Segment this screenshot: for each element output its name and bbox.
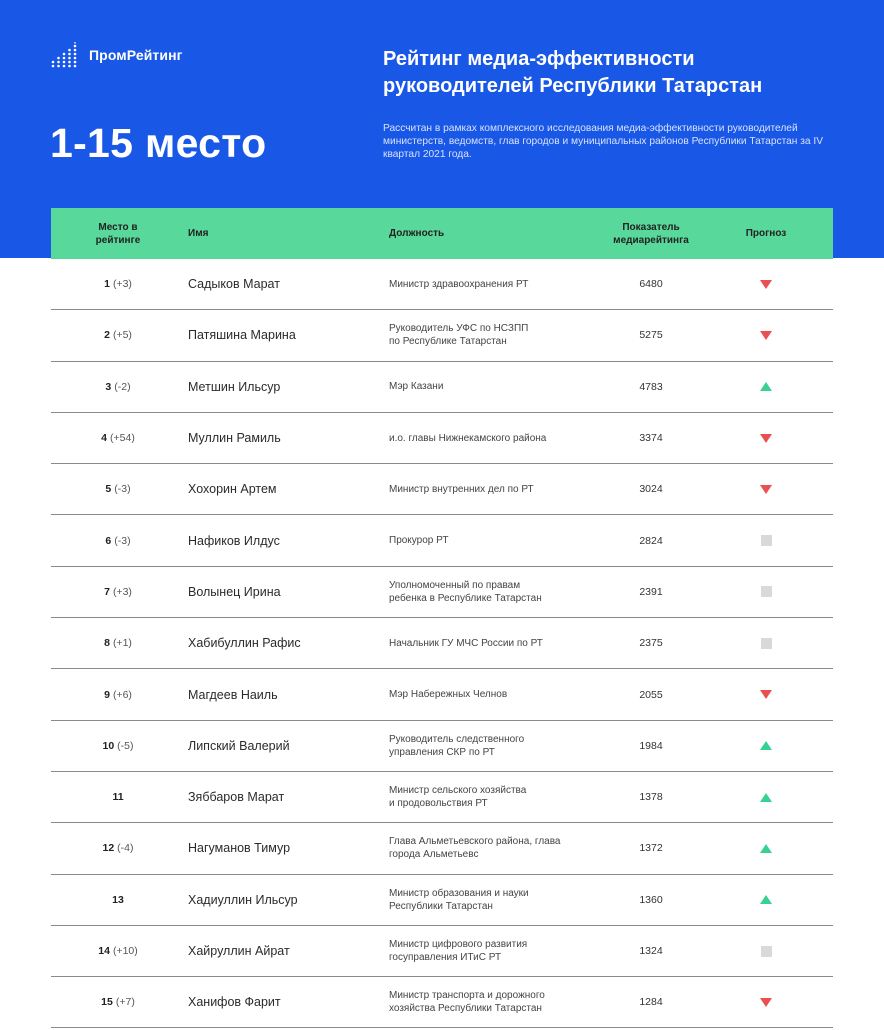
rank-cell	[51, 721, 185, 771]
table-row	[51, 772, 833, 823]
rank-cell	[51, 567, 185, 617]
position-cell	[389, 875, 609, 925]
trend-up-icon	[760, 793, 772, 802]
position-line-1: Прокурор РТ	[389, 535, 449, 547]
trend-down-icon	[760, 280, 772, 289]
rank-number: 13	[112, 893, 124, 906]
media-score: 1984	[639, 739, 663, 752]
rank-number: 9	[104, 688, 110, 701]
forecast-cell	[726, 362, 806, 412]
forecast-cell	[726, 977, 806, 1027]
rank-cell	[51, 669, 185, 719]
media-score: 4783	[639, 380, 663, 393]
brand-logo	[51, 42, 183, 68]
trend-neutral-icon	[761, 638, 772, 649]
rank-cell	[51, 772, 185, 822]
forecast-cell	[726, 413, 806, 463]
rank-change: (+3)	[112, 278, 132, 291]
position-line-1: Глава Альметьевского района, глава	[389, 836, 561, 848]
person-name: Нафиков Илдус	[188, 533, 280, 548]
rank-change: (-3)	[114, 483, 131, 496]
rank-number: 12	[102, 842, 115, 855]
rank-cell	[51, 464, 185, 514]
rank-number: 14	[98, 945, 110, 957]
position-line-2: госуправления ИТиС РТ	[389, 952, 502, 963]
header-score-line-2: медиарейтинга	[613, 234, 689, 246]
table-row	[51, 310, 833, 361]
header-score-line-1: Показатель	[622, 221, 680, 233]
position-line-2: и продовольствия РТ	[389, 798, 488, 810]
forecast-cell	[726, 772, 806, 822]
media-score: 1324	[639, 945, 663, 957]
rank-change: (-2)	[114, 380, 131, 393]
person-name: Магдеев Наиль	[188, 687, 278, 702]
position-line-1: Министр внутренних дел по РТ	[389, 483, 534, 495]
table-header-row	[51, 208, 833, 259]
rank-cell	[51, 977, 185, 1027]
forecast-cell	[726, 567, 806, 617]
trend-down-icon	[760, 434, 772, 443]
trend-down-icon	[760, 485, 772, 494]
rank-cell	[51, 823, 185, 873]
report-title-line-2: руководителей Республики Татарстан	[383, 75, 763, 97]
header-rank	[51, 208, 185, 259]
position-line-2: управления СКР по РТ	[389, 746, 495, 758]
position-cell	[389, 669, 609, 719]
media-score: 2824	[639, 534, 663, 547]
position-line-1: Мэр Казани	[389, 381, 444, 393]
forecast-cell	[726, 310, 806, 360]
media-score: 2391	[639, 585, 663, 598]
rank-change: (+10)	[112, 945, 138, 957]
position-line-2: Республики Татарстан	[389, 900, 493, 912]
trend-up-icon	[760, 382, 772, 391]
position-cell	[389, 515, 609, 565]
media-score: 3374	[639, 432, 663, 445]
trend-neutral-icon	[761, 535, 772, 546]
rank-cell	[51, 875, 185, 925]
position-line-1: и.о. главы Нижнекамского района	[389, 432, 547, 444]
rank-cell	[51, 362, 185, 412]
rank-change: (+1)	[112, 637, 132, 650]
forecast-cell	[726, 618, 806, 668]
trend-down-icon	[760, 331, 772, 340]
table-row	[51, 977, 833, 1028]
forecast-cell	[726, 721, 806, 771]
position-line-1: Начальник ГУ МЧС России по РТ	[389, 637, 543, 649]
rank-number: 3	[105, 380, 112, 393]
position-cell	[389, 721, 609, 771]
rank-change: (-3)	[114, 534, 131, 547]
rank-number: 4	[101, 432, 108, 445]
position-cell	[389, 823, 609, 873]
media-score: 1378	[639, 791, 663, 804]
position-cell	[389, 464, 609, 514]
table-body	[51, 259, 833, 1028]
trend-up-icon	[760, 895, 772, 904]
media-score: 1360	[639, 893, 663, 906]
rank-number: 8	[104, 637, 110, 650]
position-line-1: Руководитель УФС по НСЗПП	[389, 323, 529, 335]
rank-cell	[51, 413, 185, 463]
position-line-2: города Альметьевс	[389, 849, 479, 861]
report-description: Рассчитан в рамках комплексного исследования медиа-эффективности руководителей министерств, ведомств, глав городов и муниципальных районов Республики Татарстан за IV квартал 2021 года.	[383, 123, 824, 160]
page-title: 1-15 место	[50, 120, 267, 166]
trend-down-icon	[760, 690, 772, 699]
forecast-cell	[726, 464, 806, 514]
trend-neutral-icon	[761, 586, 772, 597]
header-position: Должность	[389, 228, 445, 239]
table-row	[51, 259, 833, 310]
media-score: 2055	[639, 688, 663, 701]
person-name: Ханифов Фарит	[188, 995, 281, 1010]
table-row	[51, 362, 833, 413]
position-line-1: Министр сельского хозяйства	[389, 785, 527, 797]
position-cell	[389, 310, 609, 360]
person-name: Метшин Ильсур	[188, 379, 281, 394]
position-cell	[389, 259, 609, 309]
position-line-2: ребенка в Республике Татарстан	[389, 592, 542, 604]
table-row	[51, 413, 833, 464]
rank-number: 6	[105, 534, 112, 547]
rank-change: (-5)	[117, 739, 134, 752]
report-title-line-1: Рейтинг медиа-эффективности	[383, 48, 695, 70]
trend-neutral-icon	[761, 946, 772, 957]
trend-up-icon	[760, 844, 772, 853]
position-line-1: Министр транспорта и дорожного	[389, 990, 545, 1002]
forecast-cell	[726, 259, 806, 309]
table-row	[51, 721, 833, 772]
position-line-1: Министр здравоохранения РТ	[389, 278, 529, 290]
header-rank-line-2: рейтинге	[95, 234, 141, 246]
person-name: Муллин Рамиль	[188, 431, 281, 446]
position-line-1: Министр образования и науки	[389, 887, 529, 899]
table-row	[51, 823, 833, 874]
forecast-cell	[726, 875, 806, 925]
person-name: Хабибуллин Рафис	[188, 636, 301, 651]
rank-number: 15	[101, 996, 113, 1009]
rank-cell	[51, 259, 185, 309]
position-line-1: Руководитель следственного	[389, 733, 525, 745]
report-title	[383, 46, 853, 100]
rank-change: (+5)	[112, 329, 132, 342]
rating-table	[51, 208, 833, 1028]
header-score	[591, 208, 711, 259]
media-score: 6480	[639, 278, 663, 291]
brand-name: ПромРейтинг	[89, 47, 183, 63]
table-row	[51, 926, 833, 977]
person-name: Хайруллин Айрат	[188, 944, 290, 958]
person-name: Волынец Ирина	[188, 584, 281, 599]
position-cell	[389, 977, 609, 1027]
rank-cell	[51, 515, 185, 565]
person-name: Нагуманов Тимур	[188, 841, 291, 856]
forecast-cell	[726, 669, 806, 719]
person-name: Зяббаров Марат	[188, 790, 285, 805]
person-name: Патяшина Марина	[188, 328, 296, 343]
forecast-cell	[726, 926, 806, 976]
header-rank-line-1: Место в	[98, 221, 138, 233]
rank-number: 7	[104, 585, 110, 598]
rank-change: (+54)	[110, 432, 135, 445]
position-line-2: хозяйства Республики Татарстан	[389, 1003, 542, 1015]
trend-up-icon	[760, 741, 772, 750]
position-line-1: Мэр Набережных Челнов	[389, 689, 508, 701]
position-cell	[389, 567, 609, 617]
person-name: Хадиуллин Ильсур	[188, 892, 298, 907]
position-line-2: по Республике Татарстан	[389, 336, 507, 348]
position-line-1: Уполномоченный по правам	[389, 579, 521, 591]
rank-cell	[51, 618, 185, 668]
rank-change: (+6)	[112, 688, 132, 701]
position-cell	[389, 772, 609, 822]
rank-number: 2	[104, 329, 110, 342]
rank-number: 5	[105, 483, 112, 496]
person-name: Липский Валерий	[188, 738, 290, 753]
table-row	[51, 515, 833, 566]
media-score: 2375	[639, 637, 663, 650]
trend-down-icon	[760, 998, 772, 1007]
media-score: 3024	[639, 483, 663, 496]
rank-cell	[51, 310, 185, 360]
position-line-1: Министр цифрового развития	[389, 939, 528, 950]
position-cell	[389, 413, 609, 463]
rank-number: 10	[102, 739, 115, 752]
rank-cell	[51, 926, 185, 976]
media-score: 1284	[639, 996, 663, 1009]
rank-number: 11	[112, 791, 124, 804]
forecast-cell	[726, 823, 806, 873]
media-score: 5275	[639, 329, 663, 342]
person-name: Хохорин Артем	[188, 482, 277, 497]
forecast-cell	[726, 515, 806, 565]
table-row	[51, 875, 833, 926]
table-row	[51, 464, 833, 515]
bar-dots-icon	[51, 42, 79, 68]
header-forecast: Прогноз	[745, 228, 787, 239]
rank-change: (-4)	[117, 842, 134, 855]
rank-change: (+7)	[115, 996, 135, 1009]
table-row	[51, 618, 833, 669]
rank-change: (+3)	[112, 585, 132, 598]
media-score: 1372	[639, 842, 663, 855]
position-cell	[389, 926, 609, 976]
position-cell	[389, 362, 609, 412]
person-name: Садыков Марат	[188, 277, 280, 292]
table-row	[51, 567, 833, 618]
rank-number: 1	[104, 278, 110, 291]
table-row	[51, 669, 833, 720]
header-name: Имя	[188, 228, 209, 239]
position-cell	[389, 618, 609, 668]
